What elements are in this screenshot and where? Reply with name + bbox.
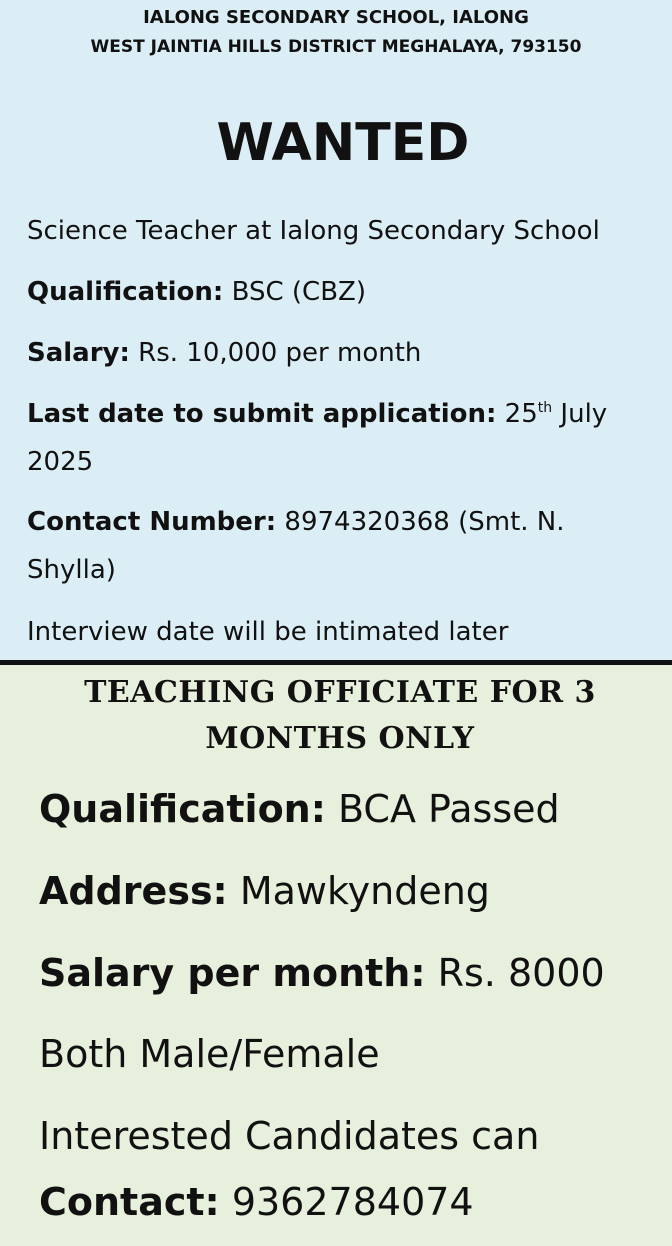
- officiate-salary-line: [39, 941, 605, 1005]
- last-date-line: [27, 390, 607, 438]
- officiate-title-line2: MONTHS ONLY: [205, 721, 475, 756]
- officiate-qualification-line: [39, 777, 560, 841]
- contact-value: 8974320368 (Smt. N.: [276, 507, 565, 537]
- officiate-address-line: [39, 859, 490, 923]
- last-date-suffix: th: [537, 400, 553, 416]
- officiate-section: [0, 665, 672, 1246]
- qualification-value: BSC (CBZ): [223, 277, 366, 307]
- salary-label: Salary:: [27, 338, 130, 368]
- contact-label: Contact Number:: [27, 507, 277, 537]
- last-date-month: July: [552, 399, 608, 429]
- contact-line: [27, 498, 565, 546]
- officiate-address-label: Address:: [39, 869, 228, 913]
- last-date-year: 2025: [27, 447, 94, 477]
- officiate-title-line1: TEACHING OFFICIATE FOR 3: [84, 675, 596, 710]
- salary-value: Rs. 10,000 per month: [129, 338, 422, 368]
- last-date-day: 25: [496, 399, 538, 429]
- qualification-line: [27, 268, 366, 316]
- school-name: IALONG SECONDARY SCHOOL, IALONG: [143, 7, 529, 28]
- officiate-address-value: Mawkyndeng: [227, 869, 490, 913]
- officiate-interested: Interested Candidates can: [39, 1114, 540, 1158]
- interview-note: Interview date will be intimated later: [27, 617, 509, 647]
- officiate-contact-label: Contact:: [39, 1180, 220, 1224]
- school-address: WEST JAINTIA HILLS DISTRICT MEGHALAYA, 793150: [90, 37, 582, 57]
- position-text: Science Teacher at Ialong Secondary School: [27, 216, 600, 246]
- salary-line: [27, 329, 421, 377]
- officiate-contact-value: 9362784074: [219, 1180, 474, 1224]
- officiate-salary-value: Rs. 8000: [425, 951, 605, 995]
- qualification-label: Qualification:: [27, 277, 224, 307]
- last-date-label: Last date to submit application:: [27, 399, 497, 429]
- officiate-qualification-value: BCA Passed: [325, 787, 560, 831]
- officiate-qualification-label: Qualification:: [39, 787, 326, 831]
- officiate-salary-label: Salary per month:: [39, 951, 426, 995]
- contact-value-cont: Shylla): [27, 555, 116, 585]
- officiate-contact-line: [39, 1170, 474, 1234]
- wanted-title: WANTED: [216, 113, 470, 173]
- officiate-gender: Both Male/Female: [39, 1032, 380, 1076]
